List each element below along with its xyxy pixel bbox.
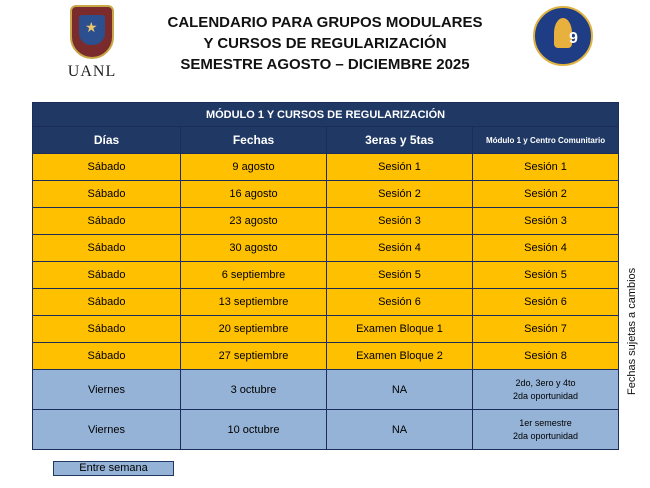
table-banner: MÓDULO 1 Y CURSOS DE REGULARIZACIÓN [33,103,619,127]
document-header [0,0,650,95]
cell-3eras-5tas: Sesión 3 [327,208,473,235]
cell-modulo-1: Sesión 8 [473,343,619,370]
table-row [33,208,619,235]
cell-modulo-1: Sesión 3 [473,208,619,235]
cell-dia: Sábado [33,289,181,316]
cell-3eras-5tas: Sesión 4 [327,235,473,262]
cell-dia: Sábado [33,343,181,370]
cell-3eras-5tas: NA [327,370,473,410]
title-line-2: Y CURSOS DE REGULARIZACIÓN [203,35,447,52]
cell-3eras-5tas: NA [327,410,473,450]
table-row [33,235,619,262]
emblem-number: 9 [569,30,578,47]
cell-fecha: 20 septiembre [181,316,327,343]
cell-modulo-1: Sesión 1 [473,154,619,181]
cell-modulo-1: Sesión 4 [473,235,619,262]
schedule-table [32,102,619,450]
column-header-fechas: Fechas [181,127,327,154]
cell-3eras-5tas: Sesión 2 [327,181,473,208]
cell-fecha: 13 septiembre [181,289,327,316]
cell-modulo-1 [473,370,619,410]
table-row [33,370,619,410]
cell-dia: Sábado [33,154,181,181]
preparatoria-logo [533,6,597,70]
cell-fecha: 23 agosto [181,208,327,235]
title-line-1: CALENDARIO PARA GRUPOS MODULARES [167,14,483,31]
cell-modulo-1: Sesión 7 [473,316,619,343]
column-header-dias: Días [33,127,181,154]
column-header-3eras-5tas: 3eras y 5tas [327,127,473,154]
torch-emblem-icon [533,6,593,66]
table-row [33,262,619,289]
cell-modulo-1 [473,410,619,450]
table-row [33,316,619,343]
cell-fecha: 9 agosto [181,154,327,181]
cell-fecha: 6 septiembre [181,262,327,289]
table-row [33,289,619,316]
cell-3eras-5tas: Examen Bloque 2 [327,343,473,370]
cell-fecha: 10 octubre [181,410,327,450]
cell-dia: Sábado [33,181,181,208]
column-header-modulo-1: Módulo 1 y Centro Comunitario [473,127,619,154]
cell-3eras-5tas: Sesión 1 [327,154,473,181]
legend-entre-semana: Entre semana [53,461,174,476]
table-row [33,154,619,181]
cell-dia: Sábado [33,262,181,289]
cell-3eras-5tas: Sesión 5 [327,262,473,289]
cell-fecha: 30 agosto [181,235,327,262]
uanl-shield-icon: ★ [70,5,114,59]
cell-fecha: 16 agosto [181,181,327,208]
cell-dia: Sábado [33,316,181,343]
cell-3eras-5tas: Examen Bloque 1 [327,316,473,343]
cell-line-2: 2da oportunidad [512,390,579,401]
side-note: Fechas sujetas a cambios [626,267,638,395]
cell-modulo-1: Sesión 6 [473,289,619,316]
uanl-logo [62,5,122,83]
table-row [33,343,619,370]
cell-3eras-5tas: Sesión 6 [327,289,473,316]
table-row [33,410,619,450]
cell-dia: Viernes [33,410,181,450]
title-line-3: SEMESTRE AGOSTO – DICIEMBRE 2025 [180,56,470,73]
uanl-logo-text: UANL [67,63,117,80]
page-title [150,12,500,75]
cell-dia: Sábado [33,235,181,262]
table-banner-row [33,103,619,127]
cell-line-2: 2da oportunidad [512,430,579,441]
table-row [33,181,619,208]
cell-fecha: 27 septiembre [181,343,327,370]
cell-dia: Sábado [33,208,181,235]
cell-modulo-1: Sesión 5 [473,262,619,289]
cell-fecha: 3 octubre [181,370,327,410]
table-header-row [33,127,619,154]
cell-modulo-1: Sesión 2 [473,181,619,208]
cell-dia: Viernes [33,370,181,410]
cell-line-1: 1er semestre [519,417,572,428]
cell-line-1: 2do, 3ero y 4to [515,377,576,388]
